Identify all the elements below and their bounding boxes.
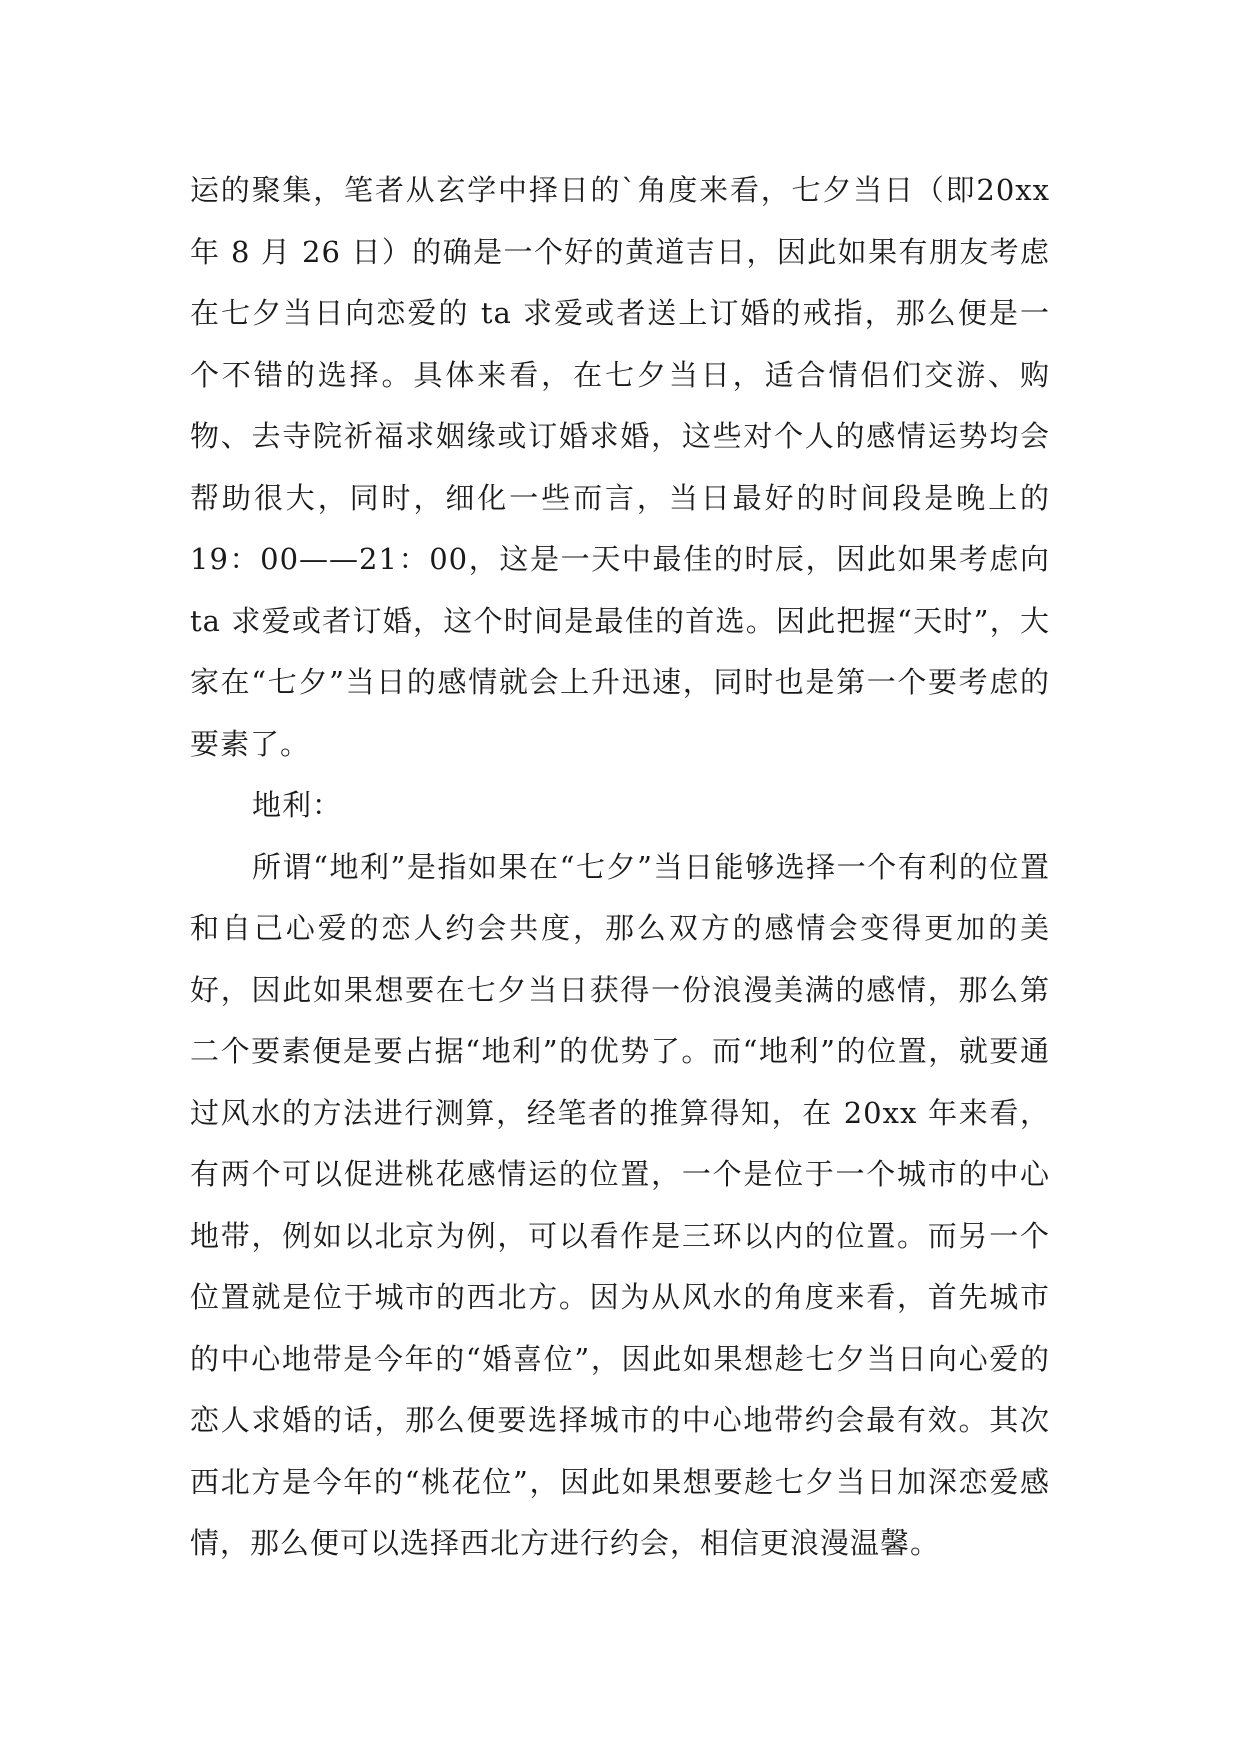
document-body (190, 160, 1050, 1575)
section-heading-dili: 地利： (252, 788, 343, 822)
paragraph-dili: 所谓“地利”是指如果在“七夕”当日能够选择一个有利的位置和自己心爱的恋人约会共度，那么双方的感情会变得更加的美好，因此如果想要在七夕当日获得一份浪漫美满的感情，那么第二个要素便是要占据“地利”的优势了。而“地利”的位置，就要通过风水的方法进行测算，经笔者的推算得知，在 20xx 年来看，有两个可以促进桃花感情运的位置，一个是位于一个城市的中心地带，例如以北京为例，可以看作是三环以内的位置。而另一个位置就是位于城市的西北方。因为从风水的角度来看，首先城市的中心地带是今年的“婚喜位”，因此如果想趁七夕当日向心爱的恋人求婚的话，那么便要选择城市的中心地带约会最有效。其次西北方是今年的“桃花位”，因此如果想要趁七夕当日加深恋爱感情，那么便可以选择西北方进行约会，相信更浪漫温馨。 (190, 849, 1050, 1560)
paragraph-tianshi-continued: 运的聚集，笔者从玄学中择日的`角度来看，七夕当日（即20xx 年 8 月 26 日）的确是一个好的黄道吉日，因此如果有朋友考虑在七夕当日向恋爱的 ta 求爱或者送上订婚的戒指，那么便是一个不错的选择。具体来看，在七夕当日，适合情侣们交游、购物、去寺院祈福求姻缘或订婚求婚，这些对个人的感情运势均会帮助很大，同时，细化一些而言，当日最好的时间段是晚上的 19：00——21：00，这是一天中最佳的时辰，因此如果考虑向 ta 求爱或者订婚，这个时间是最佳的首选。因此把握“天时”，大家在“七夕”当日的感情就会上升迅速，同时也是第一个要考虑的要素了。 (190, 173, 1050, 761)
